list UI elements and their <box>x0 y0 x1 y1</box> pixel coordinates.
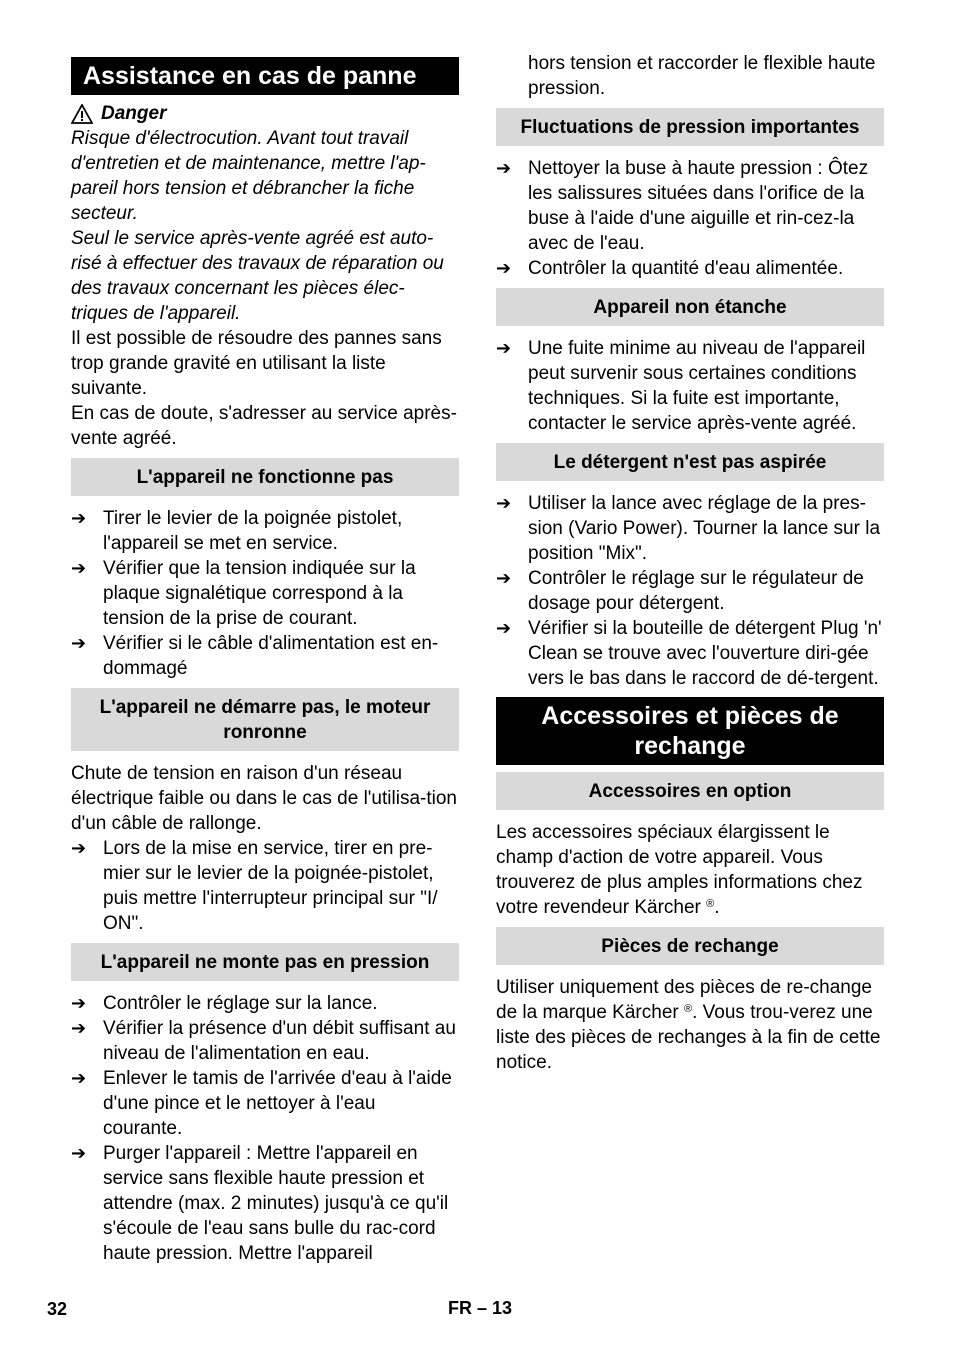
subheading-not-working: L'appareil ne fonctionne pas <box>71 458 459 496</box>
arrow-icon: ➔ <box>71 1143 87 1163</box>
arrow-icon: ➔ <box>496 493 512 513</box>
arrow-icon: ➔ <box>71 993 87 1013</box>
right-column <box>496 51 884 1075</box>
list-item: ➔ Contrôler la quantité d'eau alimentée. <box>496 258 844 279</box>
list-item: ➔ Vérifier si le câble d'alimentation est en-dommagé <box>71 633 439 679</box>
spare-parts-text: Utiliser uniquement des pièces de re-change de la marque Kärcher ®. Vous trou-verez une liste des pièces de rechanges à la fin de cette notice. <box>496 977 881 1073</box>
intro-text-1: Il est possible de résoudre des pannes sans trop grande gravité en utilisant la liste suivante. <box>71 328 442 399</box>
subheading-no-pressure: L'appareil ne monte pas en pression <box>71 943 459 981</box>
arrow-icon: ➔ <box>71 508 87 528</box>
list-item: ➔ Nettoyer la buse à haute pression : Ôtez les salissures situées dans l'orifice de la buse à l'aide d'une aiguille et rin-cez-la avec de l'eau. <box>496 158 869 254</box>
subheading-pressure-fluctuations: Fluctuations de pression importantes <box>496 108 884 146</box>
left-column <box>71 57 459 1266</box>
arrow-icon: ➔ <box>71 1018 87 1038</box>
list-leaking <box>496 336 884 436</box>
list-detergent <box>496 491 884 691</box>
arrow-icon: ➔ <box>71 558 87 578</box>
page-reference: FR – 13 <box>448 1298 513 1318</box>
arrow-icon: ➔ <box>496 338 512 358</box>
arrow-icon: ➔ <box>496 258 512 278</box>
list-item: ➔ Utiliser la lance avec réglage de la pres-sion (Vario Power). Tourner la lance sur la position "Mix". <box>496 493 881 564</box>
list-not-working <box>71 506 459 681</box>
registered-mark: ® <box>706 898 715 910</box>
arrow-icon: ➔ <box>71 1068 87 1088</box>
arrow-icon: ➔ <box>496 158 512 178</box>
section-title-troubleshooting: Assistance en cas de panne <box>71 57 459 95</box>
list-item: ➔ Vérifier si la bouteille de détergent Plug 'n' Clean se trouve avec l'ouverture diri-gée vers le bas dans le raccord de dé-tergent. <box>496 618 882 689</box>
list-continued <box>496 51 884 101</box>
subheading-optional-accessories: Accessoires en option <box>496 772 884 810</box>
list-item: ➔ Tirer le levier de la poignée pistolet, l'appareil se met en service. <box>71 508 403 554</box>
list-item: ➔ Purger l'appareil : Mettre l'appareil en service sans flexible haute pression et attendre (max. 2 minutes) jusqu'à ce qu'il s'écoule de l'eau sans bulle du rac-cord haute pression. Mettre l'appareil <box>71 1143 449 1264</box>
danger-label: Danger <box>101 103 167 124</box>
subheading-detergent: Le détergent n'est pas aspirée <box>496 443 884 481</box>
motor-hums-text: Chute de tension en raison d'un réseau électrique faible ou dans le cas de l'utilisa-tion d'un câble de rallonge. <box>71 763 457 834</box>
arrow-icon: ➔ <box>496 568 512 588</box>
list-item: ➔ Une fuite minime au niveau de l'appareil peut survenir sous certaines conditions techniques. Si la fuite est importante, contacter le service après-vente agréé. <box>496 338 866 434</box>
list-item <box>496 51 884 101</box>
arrow-icon: ➔ <box>71 633 87 653</box>
list-item: ➔ Contrôler le réglage sur la lance. <box>71 993 378 1014</box>
section-title-accessories: Accessoires et pièces de rechange <box>496 697 884 765</box>
list-pressure-fluctuations <box>496 156 884 281</box>
danger-text-2: Seul le service après-vente agréé est auto-risé à effectuer des travaux de réparation ou des travaux concernant les pièces élec-triques de l'appareil. <box>71 228 444 324</box>
list-item: ➔ Enlever le tamis de l'arrivée d'eau à l'aide d'une pince et le nettoyer à l'eau courante. <box>71 1068 452 1139</box>
subheading-leaking: Appareil non étanche <box>496 288 884 326</box>
page-number: 32 <box>47 1299 68 1319</box>
intro-text-2: En cas de doute, s'adresser au service après-vente agréé. <box>71 403 457 449</box>
danger-text-1: Risque d'électrocution. Avant tout travail d'entretien et de maintenance, mettre l'ap-pareil hors tension et débrancher la fiche secteur. <box>71 128 426 224</box>
danger-heading <box>71 101 459 126</box>
list-motor-hums <box>71 836 459 936</box>
registered-mark: ® <box>684 1003 693 1015</box>
subheading-motor-hums: L'appareil ne démarre pas, le moteur ronronne <box>71 688 459 751</box>
arrow-icon: ➔ <box>496 618 512 638</box>
optional-accessories-text: Les accessoires spéciaux élargissent le champ d'action de votre appareil. Vous trouverez de plus amples informations chez votre revendeur Kärcher ®. <box>496 822 863 918</box>
list-no-pressure <box>71 991 459 1266</box>
subheading-spare-parts: Pièces de rechange <box>496 927 884 965</box>
arrow-icon: ➔ <box>71 838 87 858</box>
list-item: ➔ Vérifier que la tension indiquée sur la plaque signalétique correspond à la tension de la prise de courant. <box>71 558 416 629</box>
warning-triangle-icon <box>71 104 93 124</box>
list-item: ➔ Lors de la mise en service, tirer en pre-mier sur le levier de la poignée-pistolet, puis mettre l'interrupteur principal sur "I/ ON". <box>71 838 438 934</box>
continued-text: hors tension et raccorder le flexible haute pression. <box>528 53 876 99</box>
list-item: ➔ Contrôler le réglage sur le régulateur de dosage pour détergent. <box>496 568 864 614</box>
list-item: ➔ Vérifier la présence d'un débit suffisant au niveau de l'alimentation en eau. <box>71 1018 456 1064</box>
